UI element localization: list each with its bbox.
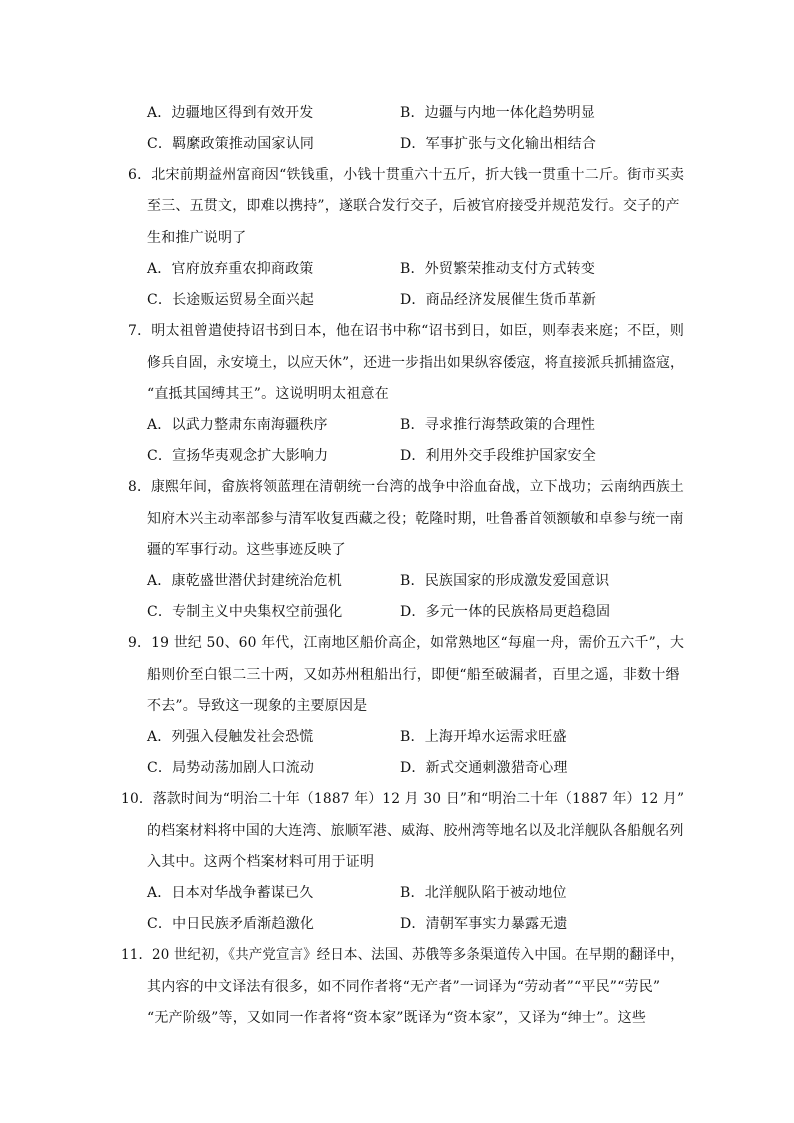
q7-option-c: C．宣扬华夷观念扩大影响力 <box>147 448 329 464</box>
q9-stem-line-3: 不去”。导致这一现象的主要原因是 <box>147 698 368 714</box>
q6-option-b: B．外贸繁荣推动支付方式转变 <box>400 261 596 277</box>
q7-option-b: B．寻求推行海禁政策的合理性 <box>400 417 596 433</box>
q9-option-d: D．新式交通刺激猎奇心理 <box>400 760 568 776</box>
q10-stem-line-3: 入其中。这两个档案材料可用于证明 <box>147 854 375 870</box>
q5-option-d: D．军事扩张与文化输出相结合 <box>400 136 597 152</box>
q6-stem-line-2: 至三、五贯文，即难以携持”，遂联合发行交子，后被官府接受并规范发行。交子的产 <box>147 198 680 214</box>
q10-option-a: A．日本对华战争蓄谋已久 <box>147 885 314 901</box>
q7-stem-line-1: 7．明太祖曾遣使持诏书到日本，他在诏书中称“诏书到日，如臣，则奉表来庭；不臣，则 <box>128 323 685 339</box>
q6-stem-line-3: 生和推广说明了 <box>147 230 247 246</box>
q5-option-b: B．边疆与内地一体化趋势明显 <box>400 105 596 121</box>
q9-option-b: B．上海开埠水运需求旺盛 <box>400 729 567 745</box>
q8-option-d: D．多元一体的民族格局更趋稳固 <box>400 604 611 620</box>
q9-stem-line-2: 船则价至白银二三十两，又如苏州租船出行，即便“船至破漏者，百里之遥，非数十缗 <box>147 667 680 683</box>
q7-stem-line-2: 修兵自固，永安境土，以应天休”，还进一步指出如果纵容倭寇，将直接派兵抓捕盗寇， <box>147 355 684 371</box>
q11-stem-line-2: 其内容的中文译法有很多，如不同作者将“无产者”一词译为“劳动者”“平民”“劳民” <box>147 979 661 995</box>
q10-stem-line-1: 10．落款时间为“明治二十年（1887 年）12 月 30 日”和“明治二十年（1887 年）12 月” <box>121 791 685 807</box>
q10-stem-line-2: 的档案材料将中国的大连湾、旅顺军港、威海、胶州湾等地名以及北洋舰队各船舰名列 <box>147 823 684 839</box>
q8-stem-line-2: 知府木兴主动率部参与清军收复西藏之役；乾隆时期，吐鲁番首领额敏和卓参与统一南 <box>147 511 684 527</box>
q7-option-d: D．利用外交手段维护国家安全 <box>400 448 597 464</box>
q8-stem-line-3: 疆的军事行动。这些事迹反映了 <box>147 542 346 558</box>
q9-stem-line-1: 9．19 世纪 50、60 年代，江南地区船价高企，如常熟地区“每雇一舟，需价五六千”，大 <box>128 635 685 651</box>
q10-option-c: C．中日民族矛盾渐趋激化 <box>147 916 315 932</box>
q6-stem-line-1: 6．北宋前期益州富商因“铁钱重，小钱十贯重六十五斤，折大钱一贯重十二斤。街市买卖 <box>128 167 685 183</box>
q8-option-c: C．专制主义中央集权空前强化 <box>147 604 343 620</box>
q10-option-b: B．北洋舰队陷于被动地位 <box>400 885 567 901</box>
q11-stem-line-3: “无产阶级”等，又如同一作者将“资本家”既译为“资本家”，又译为“绅士”。这些 <box>147 1010 647 1026</box>
q9-option-a: A．列强入侵触发社会恐慌 <box>147 729 314 745</box>
q7-option-a: A．以武力整肃东南海疆秩序 <box>147 417 328 433</box>
q8-option-b: B．民族国家的形成激发爱国意识 <box>400 573 610 589</box>
q5-option-c: C．羁縻政策推动国家认同 <box>147 136 315 152</box>
q10-option-d: D．清朝军事实力暴露无遗 <box>400 916 568 932</box>
q11-stem-line-1: 11．20 世纪初，《共产党宣言》经日本、法国、苏俄等多条渠道传入中国。在早期的翻译中， <box>121 947 684 963</box>
q6-option-d: D．商品经济发展催生货币革新 <box>400 292 597 308</box>
q5-option-a: A．边疆地区得到有效开发 <box>147 105 314 121</box>
q9-option-c: C．局势动荡加剧人口流动 <box>147 760 315 776</box>
q8-option-a: A．康乾盛世潜伏封建统治危机 <box>147 573 342 589</box>
q6-option-a: A．官府放弃重农抑商政策 <box>147 261 314 277</box>
q6-option-c: C．长途贩运贸易全面兴起 <box>147 292 315 308</box>
q7-stem-line-3: “直抵其国缚其王”。这说明明太祖意在 <box>147 386 389 402</box>
q8-stem-line-1: 8．康熙年间，畲族将领蓝理在清朝统一台湾的战争中浴血奋战，立下战功；云南纳西族土 <box>128 479 684 495</box>
